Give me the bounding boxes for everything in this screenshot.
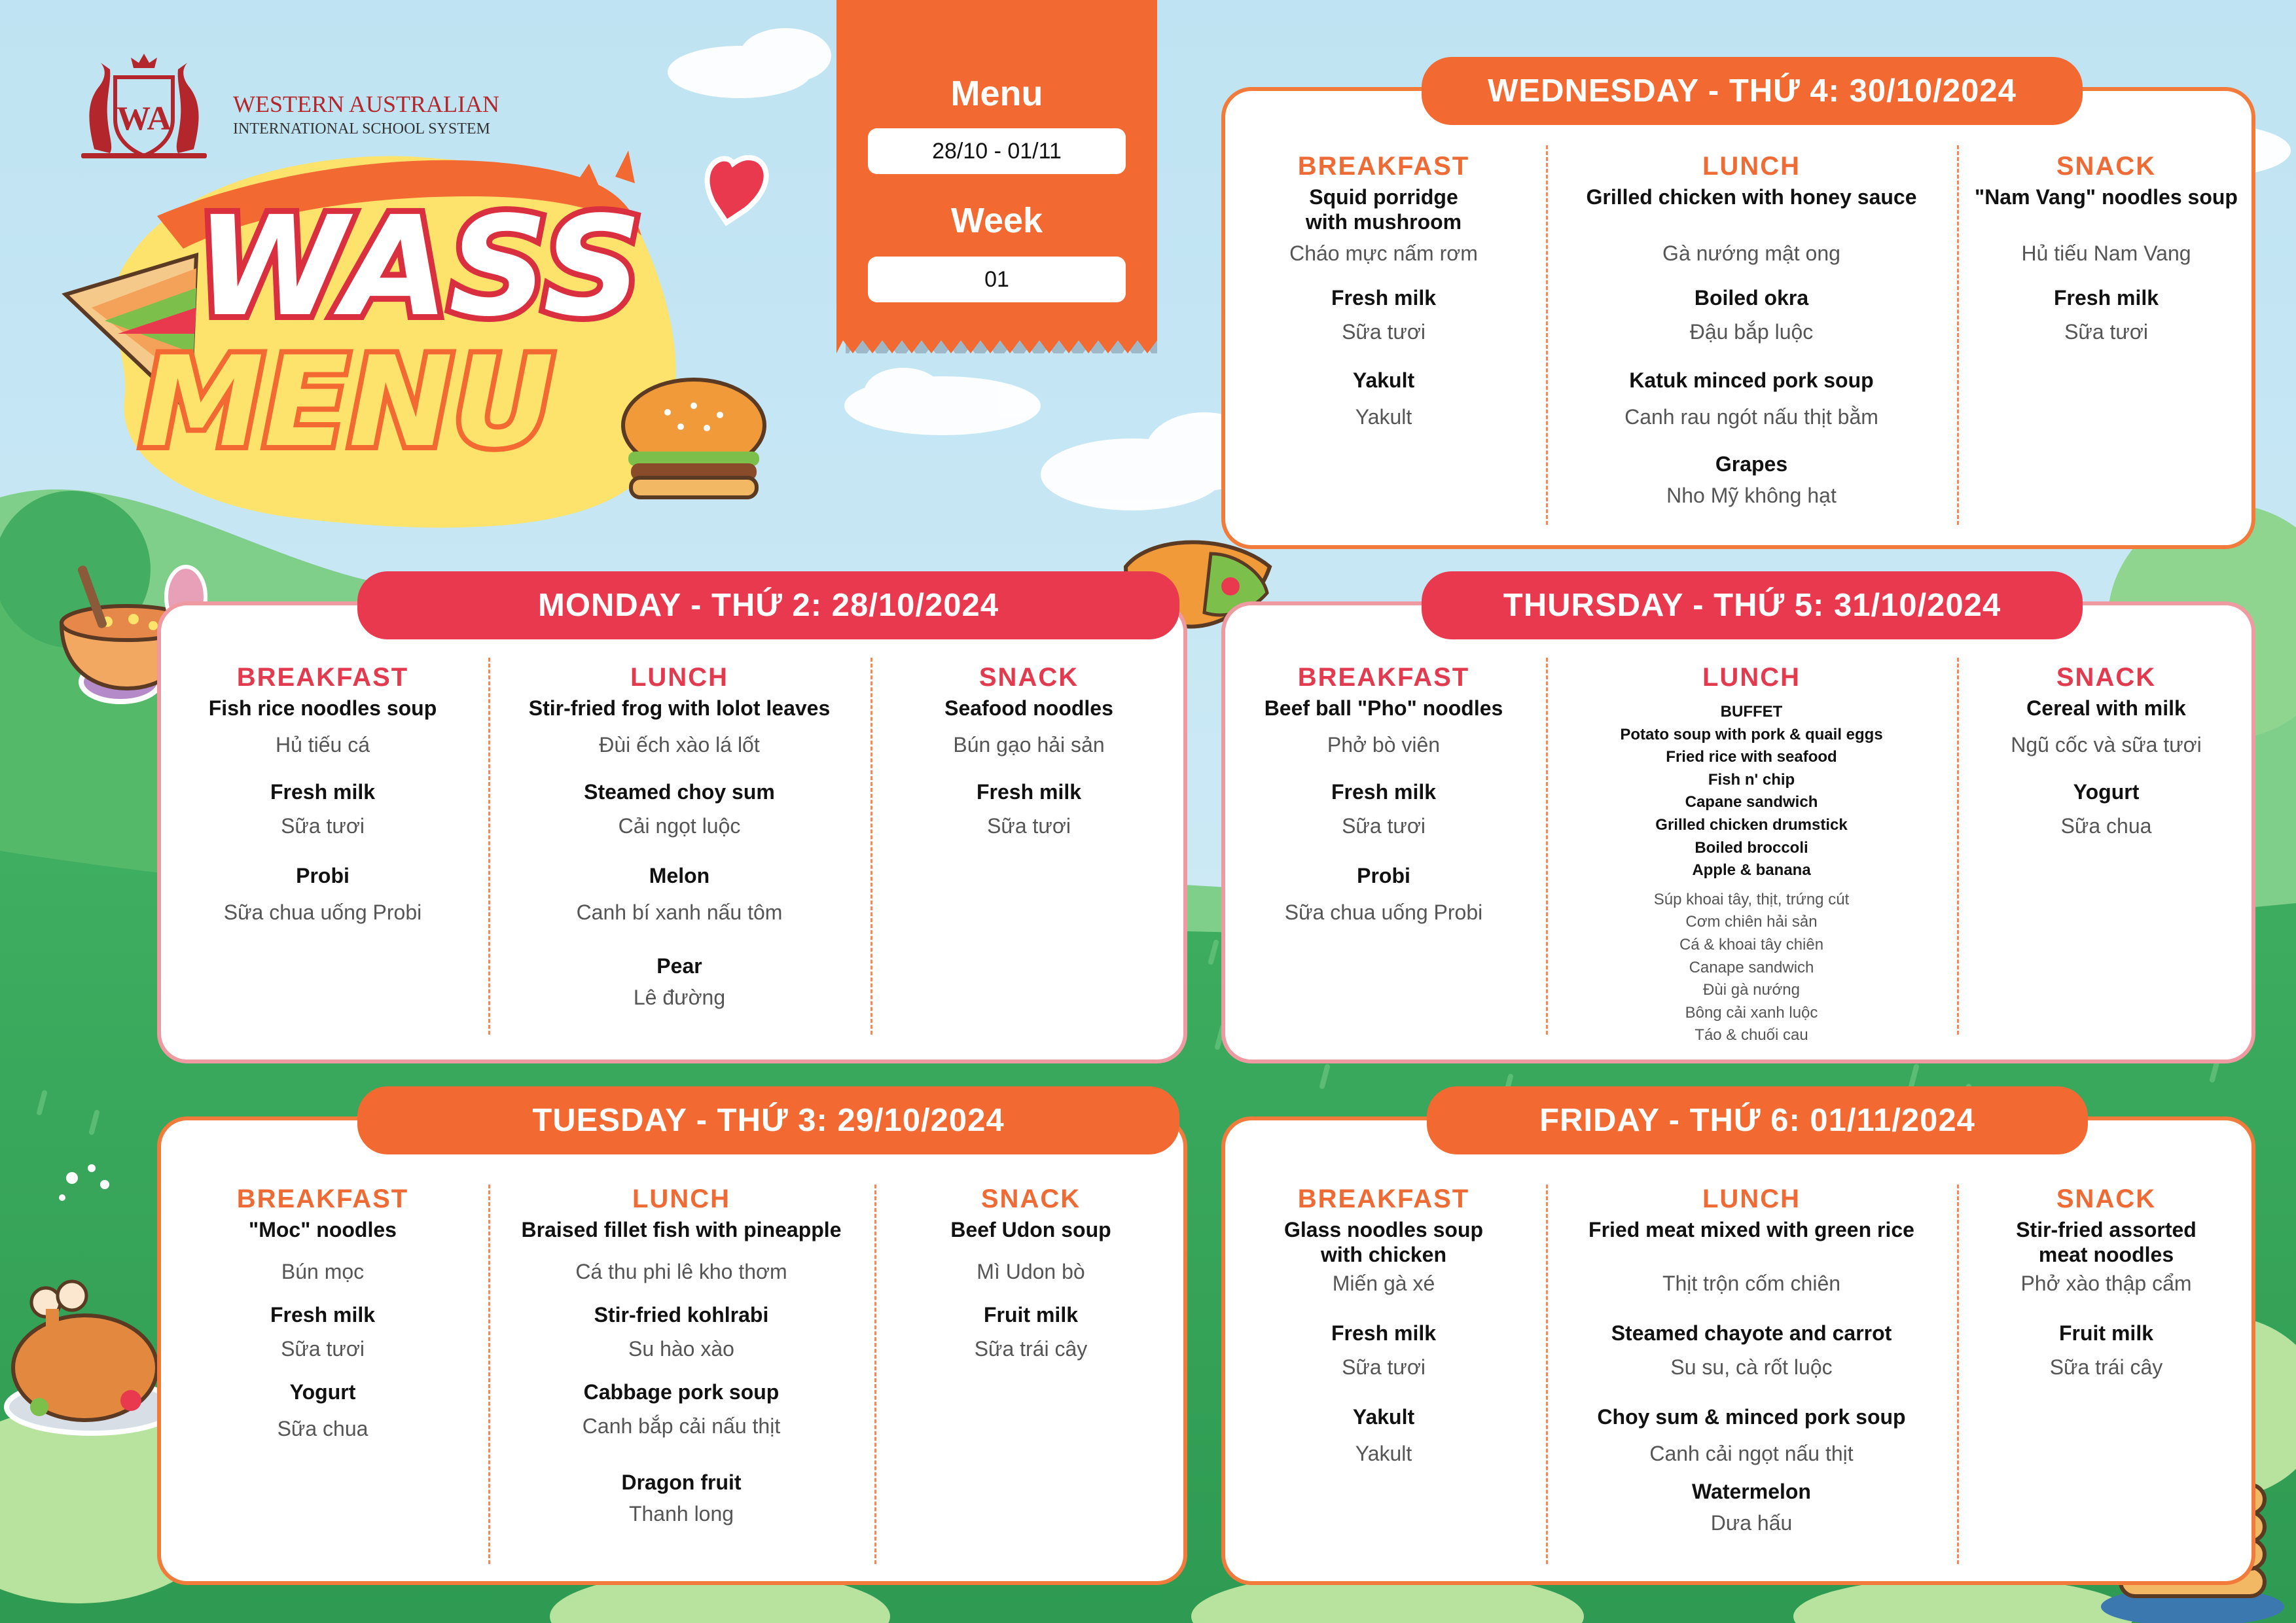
meal-heading: BREAKFAST — [236, 1185, 409, 1213]
item-english: Yogurt — [2073, 780, 2140, 804]
item-vietnamese: Sữa tươi — [2064, 320, 2148, 344]
svg-text:MENU: MENU — [139, 330, 554, 474]
item-english: Steamed choy sum — [584, 780, 775, 804]
item-english: Yakult — [1352, 368, 1415, 392]
item-vietnamese: Hủ tiếu cá — [275, 733, 370, 757]
item-english: Glass noodles soup with chicken — [1283, 1218, 1484, 1266]
meal-heading: SNACK — [978, 663, 1079, 692]
buffet-line: Cá & khoai tây chiên — [1679, 935, 1824, 954]
item-english: Yakult — [1352, 1405, 1415, 1429]
meal-heading: LUNCH — [1702, 1185, 1801, 1213]
day-banner: MONDAY - THỨ 2: 28/10/2024 — [357, 571, 1179, 639]
item-vietnamese: Sữa trái cây — [974, 1337, 1088, 1361]
item-english: Dragon fruit — [621, 1471, 742, 1494]
meal-column-snack — [874, 1185, 1187, 1361]
buffet-line: Fried rice with seafood — [1666, 748, 1837, 766]
burger-icon — [623, 380, 764, 497]
meal-heading: LUNCH — [1702, 663, 1801, 692]
menu-item — [1957, 285, 2255, 344]
menu-item — [1546, 285, 1957, 368]
menu-item — [874, 1217, 1187, 1302]
item-vietnamese: Sữa chua uống Probi — [1284, 901, 1483, 924]
menu-item — [1957, 779, 2255, 838]
svg-text:WASS: WASS — [196, 187, 642, 347]
menu-item — [1546, 452, 1957, 508]
menu-item — [1221, 1321, 1546, 1404]
meal-heading: SNACK — [2056, 152, 2157, 181]
menu-item — [874, 1302, 1187, 1361]
day-banner: TUESDAY - THỨ 3: 29/10/2024 — [357, 1086, 1179, 1154]
item-vietnamese: Đậu bắp luộc — [1689, 320, 1814, 344]
school-name: WESTERN AUSTRALIAN — [233, 91, 499, 117]
item-vietnamese: Phở xào thập cẩm — [2020, 1272, 2192, 1295]
item-english: Grapes — [1715, 452, 1788, 476]
item-vietnamese: Canh cải ngọt nấu thịt — [1649, 1442, 1854, 1465]
buffet-english-list — [1546, 701, 1957, 882]
item-vietnamese: Bún gạo hải sản — [953, 733, 1105, 757]
meal-heading: LUNCH — [1702, 152, 1801, 181]
item-english: Beef ball "Pho" noodles — [1264, 696, 1503, 720]
meal-column-lunch — [1546, 1185, 1957, 1535]
item-vietnamese: Thịt trộn cốm chiên — [1662, 1272, 1841, 1295]
buffet-line: Potato soup with pork & quail eggs — [1620, 725, 1883, 743]
meal-column-breakfast — [1221, 663, 1546, 925]
item-english: Fresh milk — [976, 780, 1082, 804]
menu-item — [1546, 1217, 1957, 1321]
menu-item — [157, 1302, 488, 1380]
item-english: Cabbage pork soup — [583, 1380, 780, 1404]
day-section-wednesday — [1221, 57, 2255, 549]
meal-column-breakfast — [157, 663, 488, 925]
buffet-line: Boiled broccoli — [1695, 838, 1808, 857]
menu-item — [488, 1380, 874, 1470]
meal-heading: BREAKFAST — [236, 663, 409, 692]
meal-column-lunch — [488, 663, 870, 1010]
menu-item — [488, 1217, 874, 1302]
item-english: Fish rice noodles soup — [208, 696, 437, 720]
menu-item — [1221, 368, 1546, 429]
item-vietnamese: Canh bí xanh nấu tôm — [576, 901, 783, 924]
day-section-thursday — [1221, 571, 2255, 1063]
menu-item — [1221, 863, 1546, 925]
item-vietnamese: Su hào xào — [628, 1337, 734, 1361]
item-english: Braised fillet fish with pineapple — [521, 1218, 842, 1241]
item-english: Katuk minced pork soup — [1629, 368, 1874, 392]
menu-item — [157, 779, 488, 863]
buffet-line: Cơm chiên hải sản — [1685, 913, 1818, 931]
menu-item — [1221, 285, 1546, 368]
roast-chicken-icon — [0, 1276, 183, 1440]
meal-heading: LUNCH — [632, 1185, 730, 1213]
buffet-line: Apple & banana — [1692, 861, 1811, 880]
day-section-friday — [1221, 1086, 2255, 1585]
item-vietnamese: Hủ tiếu Nam Vang — [2021, 241, 2191, 265]
buffet-line: Bông cải xanh luộc — [1685, 1003, 1818, 1022]
item-english: Squid porridge with mushroom — [1305, 185, 1462, 234]
item-vietnamese: Yakult — [1355, 1442, 1412, 1465]
menu-item — [870, 696, 1187, 779]
buffet-line: Canape sandwich — [1689, 958, 1814, 976]
menu-date-value: 28/10 - 01/11 — [932, 139, 1062, 164]
meal-heading: BREAKFAST — [1297, 152, 1470, 181]
item-vietnamese: Sữa chua — [2060, 814, 2152, 838]
buffet-line: Đùi gà nướng — [1703, 981, 1800, 999]
item-vietnamese: Sữa tươi — [1342, 814, 1426, 838]
item-english: Beef Udon soup — [950, 1218, 1111, 1241]
buffet-line: Táo & chuối cau — [1695, 1026, 1808, 1044]
week-tag — [836, 0, 1157, 353]
buffet-line: Grilled chicken drumstick — [1655, 815, 1848, 834]
item-english: Fresh milk — [1331, 780, 1437, 804]
menu-item — [1221, 1404, 1546, 1466]
item-vietnamese: Sữa tươi — [987, 814, 1071, 838]
meal-column-snack — [1957, 663, 2255, 838]
menu-item — [1221, 1217, 1546, 1321]
item-english: Stir-fried assorted meat noodles — [2016, 1218, 2197, 1266]
meal-column-lunch — [1546, 152, 1957, 508]
item-vietnamese: Canh bắp cải nấu thịt — [582, 1414, 781, 1438]
svg-text:WA: WA — [117, 100, 171, 137]
item-vietnamese: Su su, cà rốt luộc — [1670, 1355, 1833, 1379]
item-vietnamese: Cải ngọt luộc — [618, 814, 741, 838]
item-vietnamese: Sữa chua — [277, 1417, 368, 1440]
item-english: Stir-fried kohlrabi — [594, 1303, 769, 1327]
menu-item — [1221, 779, 1546, 863]
item-vietnamese: Mì Udon bò — [977, 1260, 1085, 1283]
week-number-value: 01 — [984, 267, 1009, 292]
item-vietnamese: Canh rau ngót nấu thịt bằm — [1624, 405, 1878, 429]
meal-heading: BREAKFAST — [1297, 1185, 1470, 1213]
menu-item — [870, 779, 1187, 838]
meal-heading: LUNCH — [630, 663, 728, 692]
menu-item — [1221, 696, 1546, 779]
item-english: Fresh milk — [1331, 286, 1437, 310]
menu-item — [1546, 1404, 1957, 1479]
meal-column-breakfast — [1221, 1185, 1546, 1466]
item-english: Fresh milk — [270, 1303, 376, 1327]
item-vietnamese: Sữa tươi — [1342, 320, 1426, 344]
item-english: Fried meat mixed with green rice — [1588, 1218, 1914, 1241]
item-english: Fruit milk — [983, 1303, 1078, 1327]
week-label: Week — [950, 201, 1043, 240]
menu-item — [157, 863, 488, 925]
menu-item — [1546, 1321, 1957, 1404]
item-english: Fruit milk — [2058, 1321, 2153, 1345]
item-english: Probi — [296, 864, 350, 887]
meal-heading: SNACK — [2056, 1185, 2157, 1213]
item-english: Fresh milk — [1331, 1321, 1437, 1345]
menu-item — [488, 1302, 874, 1380]
menu-item — [1546, 1479, 1957, 1535]
menu-item — [488, 696, 870, 779]
item-vietnamese: Bún mọc — [281, 1260, 365, 1283]
item-vietnamese: Yakult — [1355, 405, 1412, 429]
item-vietnamese: Miến gà xé — [1332, 1272, 1435, 1295]
buffet-line: Fish n' chip — [1708, 770, 1795, 789]
menu-item — [488, 954, 870, 1010]
meal-column-snack — [1957, 152, 2255, 344]
item-english: Yogurt — [289, 1380, 356, 1404]
item-english: Boiled okra — [1694, 286, 1809, 310]
item-english: Fresh milk — [2053, 286, 2159, 310]
menu-item — [1957, 1217, 2255, 1321]
item-english: Choy sum & minced pork soup — [1597, 1405, 1906, 1429]
meal-column-breakfast — [157, 1185, 488, 1441]
buffet-line: Capane sandwich — [1685, 793, 1818, 812]
day-section-tuesday — [157, 1086, 1187, 1585]
poster-title-art — [52, 137, 779, 556]
item-vietnamese: Sữa tươi — [1342, 1355, 1426, 1379]
item-vietnamese: Nho Mỹ không hạt — [1666, 484, 1837, 507]
buffet-line: Súp khoai tây, thịt, trứng cút — [1653, 890, 1850, 908]
item-english: Melon — [649, 864, 710, 887]
buffet-vietnamese-list — [1546, 889, 1957, 1047]
item-english: Watermelon — [1692, 1480, 1811, 1503]
menu-item — [488, 1470, 874, 1526]
menu-item — [488, 779, 870, 863]
item-english: "Moc" noodles — [249, 1218, 397, 1241]
menu-item — [1957, 696, 2255, 779]
item-vietnamese: Ngũ cốc và sữa tươi — [2011, 733, 2202, 757]
menu-item — [1221, 185, 1546, 285]
menu-item — [157, 1217, 488, 1302]
item-vietnamese: Sữa trái cây — [2049, 1355, 2163, 1379]
item-vietnamese: Dưa hấu — [1710, 1511, 1793, 1535]
meal-column-lunch — [488, 1185, 874, 1526]
meal-column-snack — [1957, 1185, 2255, 1380]
item-english: "Nam Vang" noodles soup — [1975, 185, 2238, 209]
item-vietnamese: Gà nướng mật ong — [1662, 241, 1840, 265]
menu-item — [157, 1380, 488, 1441]
menu-item — [157, 696, 488, 779]
meal-column-breakfast — [1221, 152, 1546, 429]
school-subtitle: INTERNATIONAL SCHOOL SYSTEM — [233, 120, 490, 137]
item-vietnamese: Đùi ếch xào lá lốt — [599, 733, 760, 757]
buffet-line: BUFFET — [1720, 703, 1783, 721]
menu-item — [1957, 185, 2255, 285]
item-english: Pear — [656, 954, 702, 978]
day-banner: WEDNESDAY - THỨ 4: 30/10/2024 — [1422, 57, 2083, 125]
item-vietnamese: Sữa tươi — [281, 814, 365, 838]
day-banner: FRIDAY - THỨ 6: 01/11/2024 — [1427, 1086, 2088, 1154]
menu-item — [488, 863, 870, 954]
item-english: Steamed chayote and carrot — [1611, 1321, 1892, 1345]
item-vietnamese: Lê đường — [633, 986, 726, 1009]
item-english: Probi — [1357, 864, 1410, 887]
item-english: Cereal with milk — [2026, 696, 2186, 720]
item-vietnamese: Cháo mực nấm rơm — [1289, 241, 1478, 265]
item-vietnamese: Thanh long — [628, 1502, 734, 1525]
item-vietnamese: Cá thu phi lê kho thơm — [575, 1260, 787, 1283]
item-english: Seafood noodles — [944, 696, 1113, 720]
item-english: Grilled chicken with honey sauce — [1586, 185, 1917, 209]
item-vietnamese: Sữa tươi — [281, 1337, 365, 1361]
meal-column-snack — [870, 663, 1187, 838]
meal-heading: BREAKFAST — [1297, 663, 1470, 692]
item-vietnamese: Sữa chua uống Probi — [223, 901, 422, 924]
menu-item — [1546, 185, 1957, 285]
item-vietnamese: Phở bò viên — [1327, 733, 1441, 757]
meal-column-lunch — [1546, 663, 1957, 1047]
day-banner: THURSDAY - THỨ 5: 31/10/2024 — [1422, 571, 2083, 639]
menu-item — [1957, 1321, 2255, 1380]
day-section-monday — [157, 571, 1187, 1063]
meal-heading: SNACK — [2056, 663, 2157, 692]
item-english: Stir-fried frog with lolot leaves — [528, 696, 831, 720]
item-english: Fresh milk — [270, 780, 376, 804]
meal-heading: SNACK — [980, 1185, 1081, 1213]
menu-label: Menu — [950, 74, 1043, 113]
menu-item — [1546, 368, 1957, 452]
